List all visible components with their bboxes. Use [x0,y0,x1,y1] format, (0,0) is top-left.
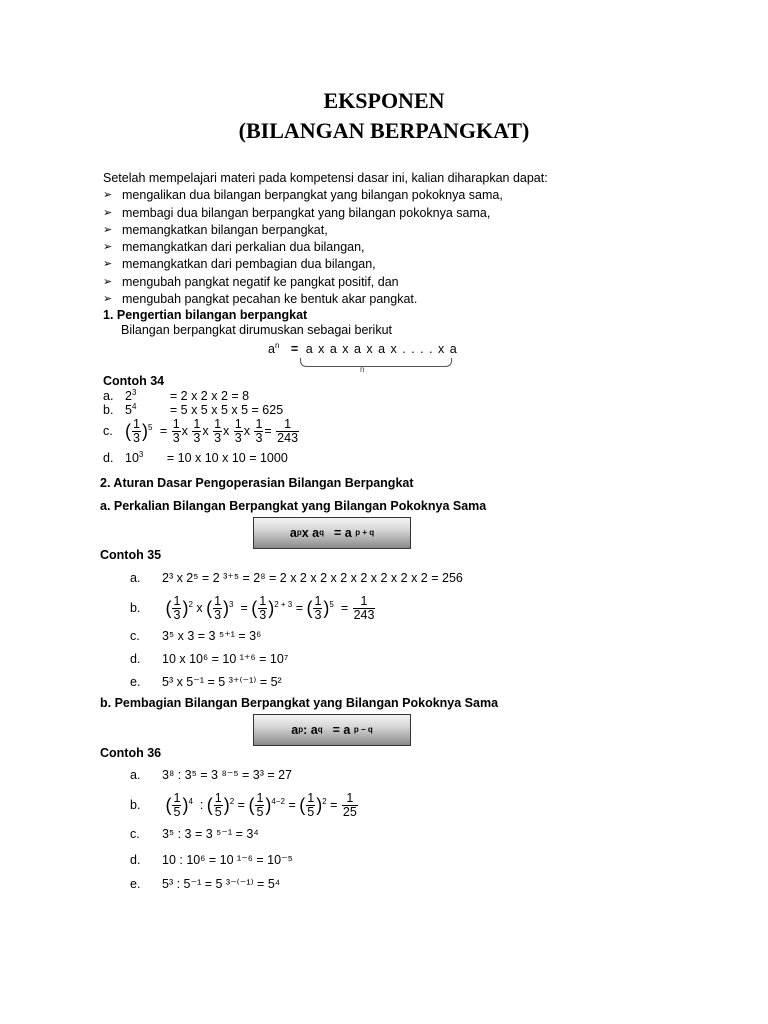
arrow-bullet-icon: ➢ [103,275,113,288]
contoh36-a: a. 3⁸ : 3⁵ = 3 ⁸⁻⁵ = 3³ = 27 [130,768,293,782]
list-item: ➢ memangkatkan dari pembagian dua bilangan, [103,256,548,273]
rule-multiply-box: a p x a q = a p + q [253,517,411,549]
page-subtitle: (BILANGAN BERPANGKAT) [238,118,530,143]
contoh35-d: d. 10 x 10⁶ = 10 ¹⁺⁶ = 10⁷ [130,652,289,666]
contoh36-c: c. 3⁵ : 3 = 3 ⁵⁻¹ = 3⁴ [130,827,259,841]
contoh34-d: d. $10^3 = 10$ x 10 x 10 = 1000 [103,449,288,465]
contoh35-b: b. ( $\frac{1}{3}$ )$^2$ x ( $\frac{1}{3}$ )$^3$ = ( $\frac{1}{3}$ )$^{2 + 3}$ = ( $\frac{1}{3}$ )$^5$ = $\frac{1}{243}$ [130,594,375,623]
contoh36-d: d. 10 : 10⁶ = 10 ¹⁻⁶ = 10⁻⁵ [130,853,293,867]
contoh35-e: e. 5³ x 5⁻¹ = 5 ³⁺⁽⁻¹⁾ = 5² [130,675,282,689]
section2-heading: 2. Aturan Dasar Pengoperasian Bilangan Berpangkat [100,476,414,490]
section1-desc: Bilangan berpangkat dirumuskan sebagai berikut [121,323,393,337]
arrow-bullet-icon: ➢ [103,223,113,236]
objectives-list [103,187,548,308]
list-item: ➢ memangkatkan bilangan berpangkat, [103,222,548,239]
intro-block [103,170,548,308]
contoh36-heading: Contoh 36 [100,746,162,760]
intro-lead: Setelah mempelajari materi pada kompetensi dasar ini, kalian diharapkan dapat: [103,171,548,185]
arrow-bullet-icon: ➢ [103,293,113,306]
contoh34-c: c. ( $\frac{1}{3}$ )$^5$ = $\frac{1}{3}$ x $\frac{1}{3}$ x $\frac{1}{3}$ x $\frac{1}{3}$ x $\frac{1}{3}$ = $\frac{1}{243}$ [103,417,299,446]
contoh36-b: b. ( $\frac{1}{5}$ )$^4$ : ( $\frac{1}{5}$ )$^2$ = ( $\frac{1}{5}$ )$^{4-2}$ = ( $\frac{1}{5}$ )$^2$ = $\frac{1}{25}$ [130,791,357,820]
contoh35-a: a. 2³ x 2⁵ = 2 ³⁺⁵ = 2⁸ = 2 x 2 x 2 x 2 x 2 x 2 x 2 x 2 = 256 [130,571,463,585]
rule-divide-box: a p : a q = a p − q [253,714,411,746]
section1-heading: 1. Pengertian bilangan berpangkat [103,308,308,322]
list-item: ➢ mengalikan dua bilangan berpangkat yang bilangan pokoknya sama, [103,187,548,204]
page-title: EKSPONEN [323,88,445,113]
arrow-bullet-icon: ➢ [103,241,113,254]
arrow-bullet-icon: ➢ [103,258,113,271]
list-item: ➢ memangkatkan dari perkalian dua bilangan, [103,239,548,256]
contoh34-b: b. $5^4 = 5$ x 5 x 5 x 5 = 625 [103,401,284,417]
contoh34-a: a. $2^3 = 2$ x 2 x 2 = 8 [103,387,250,403]
list-item: ➢ mengubah pangkat negatif ke pangkat positif, dan [103,274,548,291]
section2a-heading: a. Perkalian Bilangan Berpangkat yang Bilangan Pokoknya Sama [100,499,487,513]
arrow-bullet-icon: ➢ [103,206,113,219]
contoh34-heading: Contoh 34 [103,374,165,388]
definition-formula: $a^n = a$ x a x a x a x . . . . x a n [268,340,458,374]
contoh36-e: e. 5³ : 5⁻¹ = 5 ³⁻⁽⁻¹⁾ = 5⁴ [130,877,281,891]
arrow-bullet-icon: ➢ [103,189,113,202]
contoh35-c: c. 3⁵ x 3 = 3 ⁵⁺¹ = 3⁶ [130,629,262,643]
section2b-heading: b. Pembagian Bilangan Berpangkat yang Bilangan Pokoknya Sama [100,696,499,710]
underbrace [300,358,452,367]
list-item: ➢ membagi dua bilangan berpangkat yang bilangan pokoknya sama, [103,205,548,222]
list-item: ➢ mengubah pangkat pecahan ke bentuk akar pangkat. [103,291,548,308]
contoh35-heading: Contoh 35 [100,548,162,562]
